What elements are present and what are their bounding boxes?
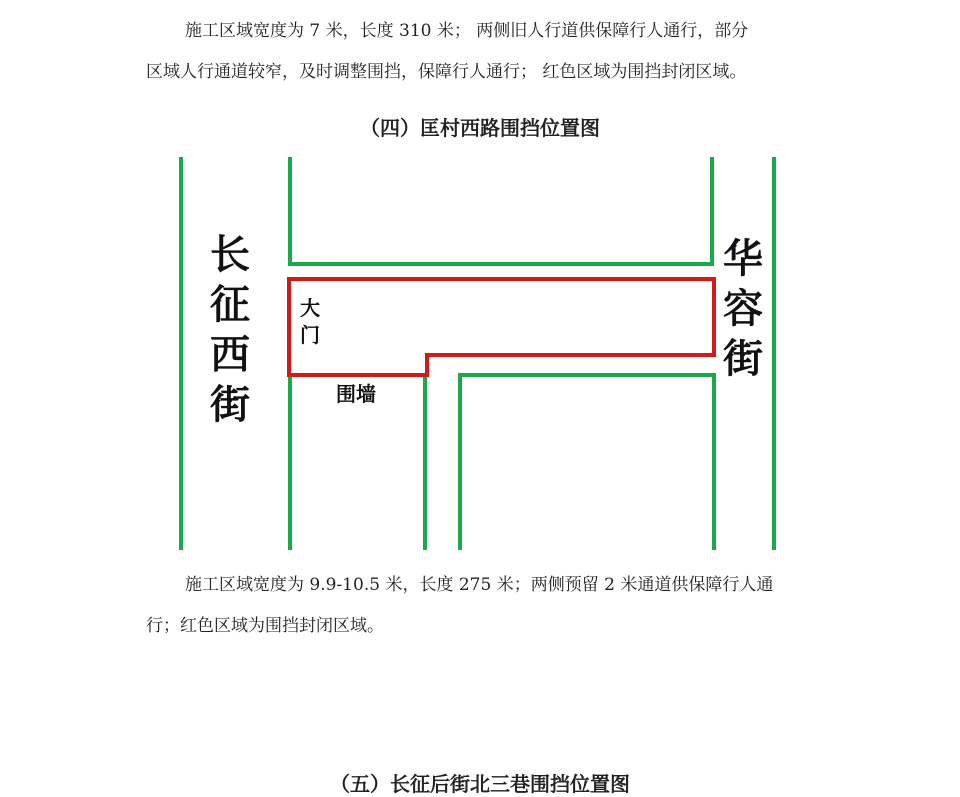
street-left-char-2: 征	[210, 282, 250, 328]
fenced-area-outline	[289, 279, 714, 375]
section-4-note-line-1: 施工区域宽度为 9.9-10.5 米，长度 275 米；两侧预留 2 米通道供保障行人通	[185, 575, 774, 595]
road-line-lower-right-block	[460, 375, 714, 550]
section-5-title: （五）长征后街北三巷围挡位置图	[330, 772, 630, 796]
gate-label-char-1: 大	[300, 296, 320, 320]
street-right-char-3: 街	[723, 336, 763, 382]
section-4-note-line-2: 行；红色区域为围挡封闭区域。	[146, 616, 384, 636]
section-4-title: （四）匡村西路围挡位置图	[360, 116, 600, 140]
street-right-char-1: 华	[723, 236, 763, 282]
wall-label: 围墙	[336, 382, 376, 406]
street-right-char-2: 容	[723, 286, 763, 332]
street-left-char-4: 街	[210, 382, 250, 428]
road-line-left-inner	[290, 157, 712, 264]
gate-label-char-2: 门	[300, 323, 320, 347]
street-left-char-1: 长	[210, 232, 250, 278]
intro-paragraph-line-1: 施工区域宽度为 7 米，长度 310 米； 两侧旧人行道供保障行人通行，部分	[185, 21, 749, 41]
street-left-char-3: 西	[210, 332, 250, 378]
intro-paragraph-line-2: 区域人行通道较窄，及时调整围挡，保障行人通行； 红色区域为围挡封闭区域。	[146, 62, 747, 82]
